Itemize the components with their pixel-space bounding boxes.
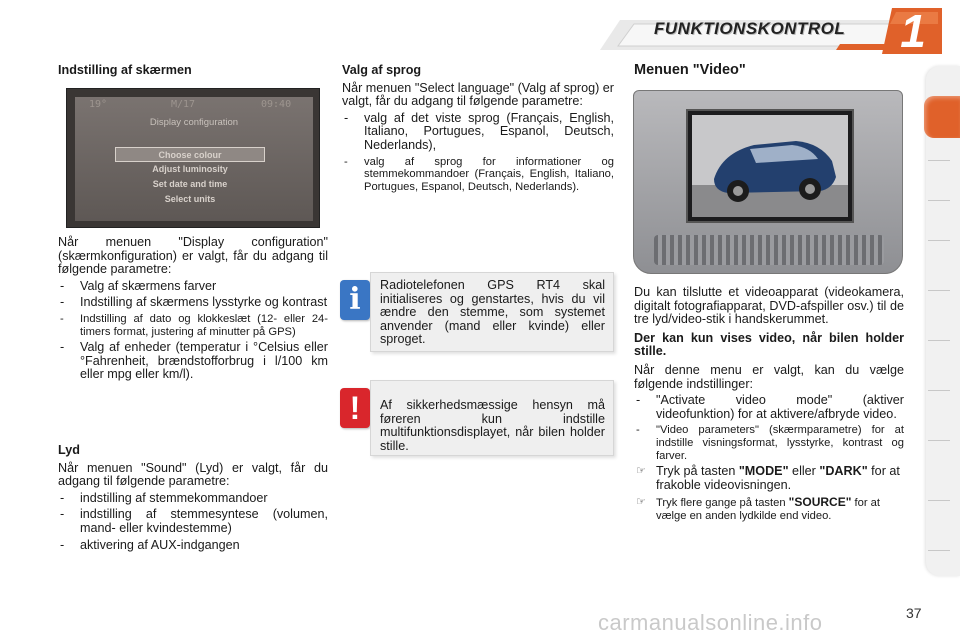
dashboard-vent — [654, 235, 884, 265]
screen-menu-title: Display configuration — [149, 117, 239, 128]
side-tab-divider — [928, 440, 950, 441]
video-button-instructions — [634, 465, 904, 522]
screen-media-indicator: M/17 — [171, 99, 196, 110]
screen-menu-item: Select units — [164, 194, 216, 204]
car-picture — [692, 115, 848, 217]
list-item: - Indstilling af dato og klokkeslæt (12- eller 24-timers format, justering af minutter på GPS) — [58, 313, 328, 338]
video-settings-intro: Når denne menu er valgt, kan du vælge følgende indstillinger: — [634, 362, 904, 391]
display-parameter-list — [58, 280, 328, 382]
side-tab-divider — [928, 340, 950, 341]
sound-parameter-list — [58, 492, 328, 552]
sound-settings-text — [58, 444, 328, 555]
sound-heading: Lyd — [58, 443, 80, 457]
list-item: - indstilling af stemmesyntese (volumen, mand- eller kvindestemme) — [58, 508, 328, 535]
list-item: - Valg af enheder (temperatur i °Celsius eller °Fahrenheit, brændstofforbrug i l/100 km eller mpg eller km/l). — [58, 341, 328, 382]
chapter-number: 1 — [900, 5, 926, 57]
list-item: - valg af sprog for informationer og stemmekommandoer (Français, English, Italiano, Portugues, Espanol, Deutsch, Nederlands). — [342, 156, 614, 194]
info-box: Radiotelefonen GPS RT4 skal initialiseres og genstartes, hvis du vil ændre den stemme, som systemet anvender (mand eller kvinde) eller sproget. — [370, 272, 614, 352]
side-tab-divider — [928, 550, 950, 551]
chapter-title: FUNKTIONSKONTROL — [654, 19, 846, 38]
dark-key-label: "DARK" — [819, 464, 868, 479]
list-item — [634, 496, 904, 522]
hand-pointer-icon: ☞ — [636, 496, 646, 509]
language-heading: Valg af sprog — [342, 63, 422, 77]
mode-key-label: "MODE" — [738, 464, 789, 479]
warning-box: Af sikkerhedsmæssige hensyn må føreren kun indstille multifunktionsdisplayet, når bilen holder stille. — [370, 380, 614, 456]
info-icon: i — [340, 280, 370, 320]
side-tab-divider — [928, 290, 950, 291]
list-item: - "Activate video mode" (aktiver videofunktion) for at aktivere/afbryde video. — [634, 394, 904, 421]
instruction-text: for at frakoble videovisningen. — [656, 464, 900, 492]
screen-menu-item: Set date and time — [152, 179, 228, 189]
instruction-text: for at vælge en anden lydkilde end video. — [656, 497, 880, 522]
right-column — [634, 64, 904, 84]
list-item — [634, 465, 904, 492]
watermark: carmanualsonline.info — [598, 610, 823, 635]
middle-column — [342, 64, 614, 196]
side-tab-active[interactable] — [924, 96, 960, 138]
side-tab-divider — [928, 390, 950, 391]
video-screen-image — [633, 90, 903, 274]
instruction-text: Tryk på tasten — [656, 464, 739, 479]
source-key-label: "SOURCE" — [788, 495, 852, 510]
list-item: - Valg af skærmens farver — [58, 280, 328, 294]
side-tab-divider — [928, 500, 950, 501]
side-tab-divider — [928, 160, 950, 161]
screen-status-bar — [75, 97, 313, 113]
list-item: - aktivering af AUX-indgangen — [58, 539, 328, 553]
screen-menu-item: Choose colour — [115, 147, 265, 162]
video-stationary-note: Der kan kun vises video, når bilen holder stille. — [634, 330, 904, 359]
side-tab-divider — [928, 240, 950, 241]
list-item: - valg af det viste sprog (Français, English, Italiano, Portugues, Espanol, Deutsch, Nederlands), — [342, 112, 614, 153]
list-item: - "Video parameters" (skærmparametre) for at indstille visningsformat, lysstyrke, kontrast og farver. — [634, 424, 904, 462]
display-configuration-screen-image — [66, 88, 320, 228]
video-intro: Du kan tilslutte et videoapparat (videokamera, digitalt fotografiapparat, DVD-afspiller osv.) til de tre lyd/video-stik i handskerummet. — [634, 285, 904, 327]
list-item: - indstilling af stemmekommandoer — [58, 492, 328, 506]
screen-clock: 09:40 — [261, 99, 292, 110]
instruction-text: eller — [788, 464, 820, 479]
screen-menu — [115, 147, 265, 207]
hand-pointer-icon: ☞ — [636, 465, 646, 478]
screen-display — [75, 97, 313, 221]
language-intro: Når menuen "Select language" (Valg af sprog) er valgt, får du adgang til følgende parametre: — [342, 80, 614, 109]
display-intro: Når menuen "Display configuration" (skærmkonfiguration) er valgt, får du adgang til følgende parametre: — [58, 235, 328, 277]
display-settings-heading: Indstilling af skærmen — [58, 63, 192, 77]
video-menu-text — [634, 286, 904, 527]
page-number: 37 — [906, 605, 922, 621]
video-menu-heading: Menuen "Video" — [634, 62, 746, 78]
left-column — [58, 64, 328, 82]
instruction-text: Tryk flere gange på tasten — [656, 497, 789, 510]
side-tab-divider — [928, 200, 950, 201]
screen-menu-item: Adjust luminosity — [152, 164, 228, 174]
list-item: - Indstilling af skærmens lysstyrke og kontrast — [58, 296, 328, 310]
warning-icon: ! — [340, 388, 370, 428]
display-settings-text — [58, 236, 328, 385]
video-settings-list — [634, 394, 904, 462]
sound-intro: Når menuen "Sound" (Lyd) er valgt, får du adgang til følgende parametre: — [58, 460, 328, 489]
video-display — [686, 109, 854, 223]
screen-temperature: 19° — [89, 99, 108, 110]
language-parameter-list — [342, 112, 614, 194]
